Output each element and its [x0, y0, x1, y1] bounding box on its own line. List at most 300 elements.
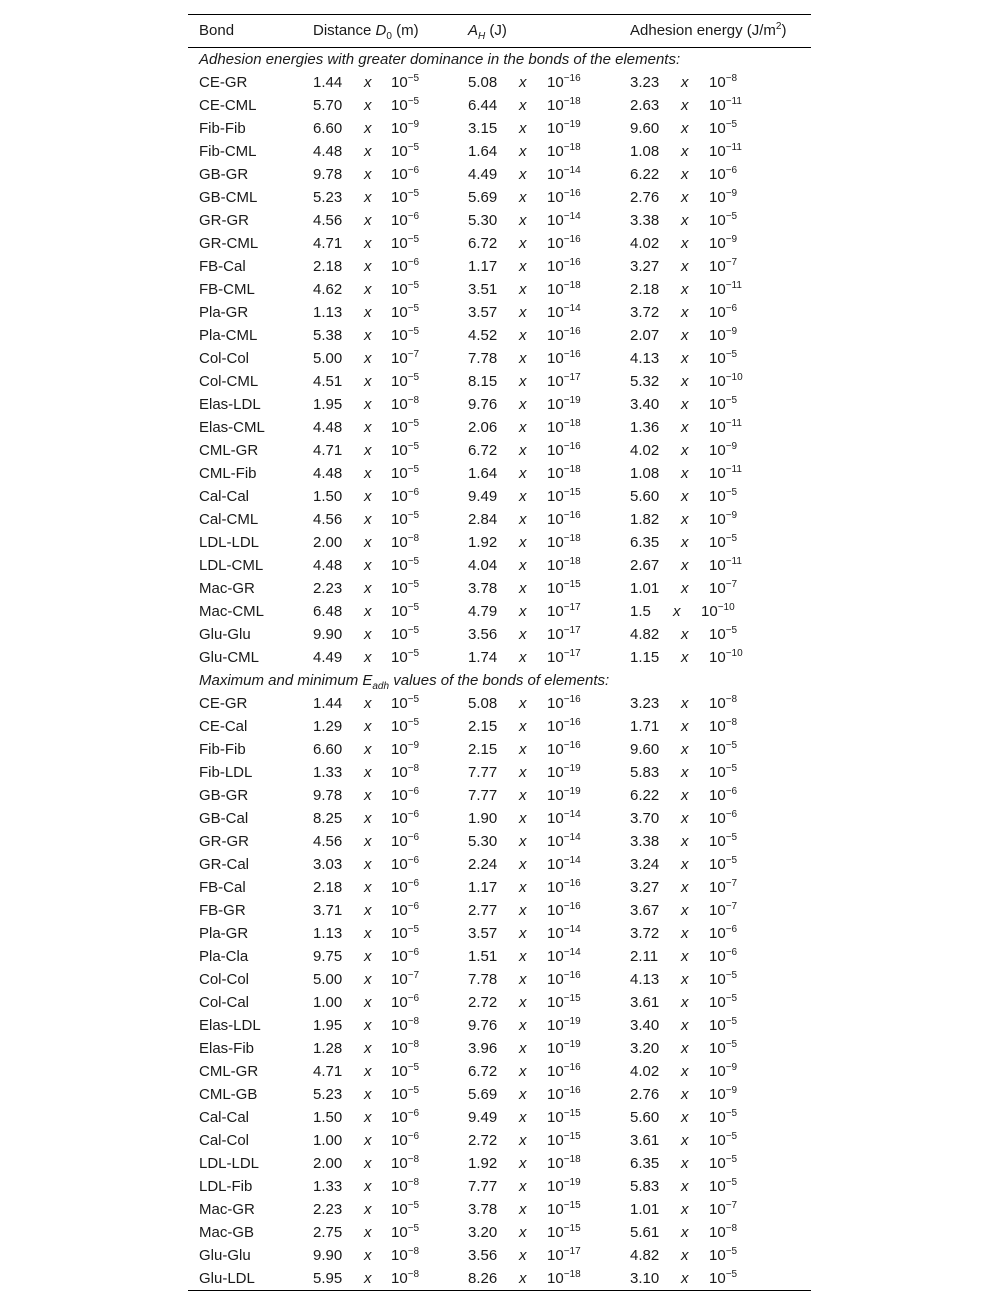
hamaker-times: x [519, 327, 527, 344]
energy-power: $10^{-11}$ [709, 464, 742, 482]
hamaker-mantissa: 1.90 [468, 810, 498, 827]
table-row [188, 1267, 811, 1290]
hamaker-times: x [519, 603, 527, 620]
table-row [188, 807, 811, 830]
energy-times: x [681, 741, 689, 758]
hamaker-mantissa: 8.15 [468, 373, 498, 390]
distance-times: x [364, 1109, 372, 1126]
distance-mantissa: 1.95 [313, 1017, 343, 1034]
energy-times: x [681, 189, 689, 206]
energy-power: $10^{-8}$ [709, 1223, 738, 1241]
hamaker-mantissa: 4.79 [468, 603, 498, 620]
distance-times: x [364, 396, 372, 413]
distance-times: x [364, 580, 372, 597]
energy-times: x [681, 1132, 689, 1149]
hamaker-times: x [519, 166, 527, 183]
bond-cell: Mac-CML [199, 603, 265, 620]
hamaker-power: $10^{-15}$ [547, 1223, 581, 1241]
hamaker-times: x [519, 143, 527, 160]
hamaker-mantissa: 4.04 [468, 557, 498, 574]
bond-cell: LDL-LDL [199, 534, 260, 551]
table-row [188, 1014, 811, 1037]
energy-times: x [681, 419, 689, 436]
distance-mantissa: 9.90 [313, 626, 343, 643]
distance-times: x [364, 948, 372, 965]
distance-times: x [364, 166, 372, 183]
energy-power: $10^{-9}$ [709, 188, 738, 206]
hamaker-times: x [519, 649, 527, 666]
energy-mantissa: 1.01 [630, 1201, 660, 1218]
distance-mantissa: 4.56 [313, 212, 343, 229]
hamaker-times: x [519, 1155, 527, 1172]
hamaker-power: $10^{-18}$ [547, 96, 581, 114]
table-row [188, 945, 811, 968]
hamaker-mantissa: 1.51 [468, 948, 498, 965]
energy-power: $10^{-5}$ [709, 763, 738, 781]
bond-cell: GR-GR [199, 212, 249, 229]
energy-mantissa: 1.71 [630, 718, 660, 735]
distance-mantissa: 5.23 [313, 189, 343, 206]
distance-times: x [364, 465, 372, 482]
hamaker-mantissa: 6.72 [468, 442, 498, 459]
energy-power: $10^{-10}$ [709, 648, 743, 666]
distance-times: x [364, 626, 372, 643]
distance-power: $10^{-6}$ [391, 809, 420, 827]
distance-times: x [364, 557, 372, 574]
hamaker-power: $10^{-16}$ [547, 326, 581, 344]
distance-power: $10^{-6}$ [391, 855, 420, 873]
distance-mantissa: 1.44 [313, 74, 343, 91]
table-row [188, 163, 811, 186]
distance-power: $10^{-6}$ [391, 901, 420, 919]
header-hamaker: $A_H$ (J) [468, 22, 507, 42]
distance-mantissa: 4.62 [313, 281, 343, 298]
hamaker-power: $10^{-16}$ [547, 188, 581, 206]
hamaker-power: $10^{-14}$ [547, 924, 581, 942]
hamaker-times: x [519, 1201, 527, 1218]
bond-cell: Glu-Glu [199, 626, 251, 643]
distance-power: $10^{-5}$ [391, 648, 420, 666]
distance-times: x [364, 1247, 372, 1264]
table-row [188, 899, 811, 922]
distance-mantissa: 5.70 [313, 97, 343, 114]
hamaker-times: x [519, 212, 527, 229]
hamaker-times: x [519, 1224, 527, 1241]
energy-power: $10^{-5}$ [709, 1016, 738, 1034]
distance-power: $10^{-5}$ [391, 418, 420, 436]
distance-mantissa: 4.71 [313, 235, 343, 252]
hamaker-times: x [519, 856, 527, 873]
energy-times: x [681, 764, 689, 781]
distance-times: x [364, 281, 372, 298]
distance-power: $10^{-6}$ [391, 832, 420, 850]
energy-mantissa: 2.67 [630, 557, 660, 574]
distance-power: $10^{-5}$ [391, 625, 420, 643]
distance-mantissa: 5.23 [313, 1086, 343, 1103]
hamaker-power: $10^{-16}$ [547, 740, 581, 758]
energy-times: x [681, 1270, 689, 1287]
hamaker-times: x [519, 465, 527, 482]
distance-mantissa: 1.28 [313, 1040, 343, 1057]
hamaker-power: $10^{-18}$ [547, 1154, 581, 1172]
distance-times: x [364, 1132, 372, 1149]
distance-power: $10^{-5}$ [391, 142, 420, 160]
distance-power: $10^{-6}$ [391, 1131, 420, 1149]
hamaker-mantissa: 1.17 [468, 258, 498, 275]
energy-mantissa: 1.01 [630, 580, 660, 597]
hamaker-mantissa: 1.64 [468, 143, 498, 160]
hamaker-times: x [519, 1063, 527, 1080]
distance-power: $10^{-5}$ [391, 1085, 420, 1103]
distance-mantissa: 9.75 [313, 948, 343, 965]
energy-power: $10^{-5}$ [709, 211, 738, 229]
hamaker-mantissa: 5.30 [468, 833, 498, 850]
energy-power: $10^{-8}$ [709, 73, 738, 91]
hamaker-mantissa: 7.78 [468, 971, 498, 988]
energy-mantissa: 3.38 [630, 212, 660, 229]
table-row [188, 1198, 811, 1221]
distance-times: x [364, 925, 372, 942]
energy-times: x [681, 948, 689, 965]
distance-times: x [364, 787, 372, 804]
distance-mantissa: 2.23 [313, 1201, 343, 1218]
energy-mantissa: 1.5 [630, 603, 651, 620]
hamaker-mantissa: 3.20 [468, 1224, 498, 1241]
energy-times: x [681, 833, 689, 850]
distance-mantissa: 5.38 [313, 327, 343, 344]
energy-power: $10^{-5}$ [709, 740, 738, 758]
hamaker-times: x [519, 557, 527, 574]
hamaker-times: x [519, 994, 527, 1011]
bond-cell: CE-Cal [199, 718, 248, 735]
energy-times: x [681, 1017, 689, 1034]
header-bond: Bond [199, 22, 235, 39]
hamaker-mantissa: 1.74 [468, 649, 498, 666]
bond-cell: Cal-Cal [199, 488, 250, 505]
energy-times: x [681, 258, 689, 275]
hamaker-power: $10^{-14}$ [547, 165, 581, 183]
hamaker-power: $10^{-19}$ [547, 786, 581, 804]
distance-mantissa: 1.44 [313, 695, 343, 712]
energy-mantissa: 9.60 [630, 120, 660, 137]
distance-times: x [364, 419, 372, 436]
distance-mantissa: 5.95 [313, 1270, 343, 1287]
bond-cell: LDL-CML [199, 557, 264, 574]
distance-power: $10^{-6}$ [391, 786, 420, 804]
energy-times: x [681, 465, 689, 482]
distance-power: $10^{-5}$ [391, 280, 420, 298]
table-row [188, 623, 811, 646]
energy-mantissa: 3.70 [630, 810, 660, 827]
hamaker-mantissa: 3.78 [468, 1201, 498, 1218]
energy-power: $10^{-5}$ [709, 487, 738, 505]
hamaker-power: $10^{-17}$ [547, 602, 581, 620]
hamaker-times: x [519, 879, 527, 896]
table-row [188, 991, 811, 1014]
hamaker-power: $10^{-15}$ [547, 1200, 581, 1218]
hamaker-times: x [519, 718, 527, 735]
distance-power: $10^{-7}$ [391, 349, 420, 367]
distance-times: x [364, 718, 372, 735]
bond-cell: Mac-GR [199, 1201, 255, 1218]
distance-power: $10^{-8}$ [391, 763, 420, 781]
bond-cell: Pla-GR [199, 304, 249, 321]
table-row [188, 232, 811, 255]
energy-mantissa: 5.61 [630, 1224, 660, 1241]
hamaker-mantissa: 7.77 [468, 787, 498, 804]
distance-times: x [364, 442, 372, 459]
energy-power: $10^{-5}$ [709, 1131, 738, 1149]
hamaker-power: $10^{-17}$ [547, 372, 581, 390]
hamaker-power: $10^{-16}$ [547, 694, 581, 712]
energy-mantissa: 3.61 [630, 1132, 660, 1149]
distance-power: $10^{-5}$ [391, 1062, 420, 1080]
hamaker-times: x [519, 304, 527, 321]
hamaker-times: x [519, 419, 527, 436]
hamaker-times: x [519, 442, 527, 459]
hamaker-power: $10^{-16}$ [547, 349, 581, 367]
bond-cell: Col-Col [199, 350, 250, 367]
hamaker-power: $10^{-16}$ [547, 1062, 581, 1080]
energy-power: $10^{-10}$ [701, 602, 735, 620]
energy-power: $10^{-9}$ [709, 441, 738, 459]
hamaker-power: $10^{-15}$ [547, 1131, 581, 1149]
distance-mantissa: 6.60 [313, 120, 343, 137]
energy-power: $10^{-9}$ [709, 326, 738, 344]
energy-mantissa: 3.72 [630, 304, 660, 321]
energy-power: $10^{-5}$ [709, 1039, 738, 1057]
energy-power: $10^{-5}$ [709, 395, 738, 413]
bond-cell: FB-GR [199, 902, 246, 919]
bond-cell: Pla-GR [199, 925, 249, 942]
distance-power: $10^{-8}$ [391, 1039, 420, 1057]
hamaker-power: $10^{-18}$ [547, 464, 581, 482]
energy-times: x [681, 304, 689, 321]
energy-times: x [681, 810, 689, 827]
distance-power: $10^{-6}$ [391, 993, 420, 1011]
energy-times: x [681, 281, 689, 298]
bond-cell: FB-Cal [199, 879, 246, 896]
hamaker-power: $10^{-14}$ [547, 303, 581, 321]
hamaker-times: x [519, 350, 527, 367]
hamaker-mantissa: 5.69 [468, 1086, 498, 1103]
hamaker-mantissa: 7.77 [468, 1178, 498, 1195]
hamaker-mantissa: 1.92 [468, 534, 498, 551]
hamaker-power: $10^{-16}$ [547, 717, 581, 735]
hamaker-times: x [519, 1178, 527, 1195]
distance-mantissa: 3.71 [313, 902, 343, 919]
distance-times: x [364, 1201, 372, 1218]
table-row [188, 508, 811, 531]
energy-times: x [681, 511, 689, 528]
hamaker-mantissa: 3.51 [468, 281, 498, 298]
energy-times: x [681, 1086, 689, 1103]
hamaker-times: x [519, 1086, 527, 1103]
table-row [188, 784, 811, 807]
energy-mantissa: 1.15 [630, 649, 660, 666]
energy-times: x [681, 1224, 689, 1241]
energy-power: $10^{-7}$ [709, 579, 738, 597]
table-row [188, 876, 811, 899]
distance-power: $10^{-8}$ [391, 1016, 420, 1034]
hamaker-mantissa: 3.57 [468, 304, 498, 321]
table-row [188, 186, 811, 209]
hamaker-mantissa: 4.49 [468, 166, 498, 183]
distance-times: x [364, 97, 372, 114]
distance-power: $10^{-6}$ [391, 487, 420, 505]
section-2-title: Maximum and minimum $E_{adh}$ values of the bonds of elements: [199, 672, 610, 692]
distance-times: x [364, 235, 372, 252]
bond-cell: Elas-LDL [199, 1017, 261, 1034]
hamaker-mantissa: 1.92 [468, 1155, 498, 1172]
energy-mantissa: 5.60 [630, 488, 660, 505]
hamaker-times: x [519, 787, 527, 804]
table-row [188, 1152, 811, 1175]
energy-power: $10^{-8}$ [709, 717, 738, 735]
energy-mantissa: 2.76 [630, 1086, 660, 1103]
hamaker-mantissa: 3.56 [468, 626, 498, 643]
table-row [188, 393, 811, 416]
distance-times: x [364, 1224, 372, 1241]
energy-times: x [681, 925, 689, 942]
distance-power: $10^{-5}$ [391, 1200, 420, 1218]
distance-times: x [364, 1270, 372, 1287]
bond-cell: CE-GR [199, 74, 248, 91]
hamaker-mantissa: 6.44 [468, 97, 498, 114]
energy-power: $10^{-6}$ [709, 165, 738, 183]
table-row [188, 830, 811, 853]
distance-mantissa: 1.95 [313, 396, 343, 413]
energy-mantissa: 5.83 [630, 1178, 660, 1195]
energy-power: $10^{-6}$ [709, 809, 738, 827]
hamaker-times: x [519, 810, 527, 827]
hamaker-power: $10^{-14}$ [547, 809, 581, 827]
distance-power: $10^{-6}$ [391, 947, 420, 965]
hamaker-times: x [519, 764, 527, 781]
bond-cell: FB-CML [199, 281, 255, 298]
energy-power: $10^{-5}$ [709, 349, 738, 367]
energy-mantissa: 3.20 [630, 1040, 660, 1057]
bond-cell: Glu-Glu [199, 1247, 251, 1264]
distance-power: $10^{-5}$ [391, 441, 420, 459]
table-row [188, 577, 811, 600]
energy-power: $10^{-5}$ [709, 832, 738, 850]
section-1-rows [188, 71, 811, 669]
bond-cell: LDL-LDL [199, 1155, 260, 1172]
distance-times: x [364, 373, 372, 390]
bond-cell: GB-CML [199, 189, 258, 206]
hamaker-power: $10^{-16}$ [547, 970, 581, 988]
energy-times: x [681, 350, 689, 367]
hamaker-times: x [519, 511, 527, 528]
bond-cell: FB-Cal [199, 258, 246, 275]
hamaker-times: x [519, 695, 527, 712]
hamaker-mantissa: 2.72 [468, 1132, 498, 1149]
hamaker-mantissa: 9.76 [468, 1017, 498, 1034]
hamaker-times: x [519, 626, 527, 643]
energy-mantissa: 3.40 [630, 396, 660, 413]
table-row [188, 1175, 811, 1198]
hamaker-mantissa: 6.72 [468, 235, 498, 252]
energy-power: $10^{-7}$ [709, 257, 738, 275]
distance-times: x [364, 856, 372, 873]
hamaker-power: $10^{-18}$ [547, 1269, 581, 1287]
hamaker-power: $10^{-19}$ [547, 763, 581, 781]
distance-times: x [364, 741, 372, 758]
energy-mantissa: 6.22 [630, 166, 660, 183]
energy-mantissa: 3.10 [630, 1270, 660, 1287]
energy-times: x [681, 856, 689, 873]
energy-mantissa: 1.36 [630, 419, 660, 436]
bond-cell: Glu-LDL [199, 1270, 255, 1287]
hamaker-times: x [519, 1040, 527, 1057]
distance-times: x [364, 212, 372, 229]
adhesion-energy-table [188, 14, 811, 1291]
hamaker-mantissa: 5.30 [468, 212, 498, 229]
distance-power: $10^{-5}$ [391, 73, 420, 91]
energy-mantissa: 3.40 [630, 1017, 660, 1034]
energy-times: x [681, 534, 689, 551]
bond-cell: CML-GR [199, 1063, 259, 1080]
energy-times: x [681, 120, 689, 137]
energy-mantissa: 3.27 [630, 879, 660, 896]
distance-power: $10^{-6}$ [391, 1108, 420, 1126]
distance-times: x [364, 695, 372, 712]
distance-mantissa: 5.00 [313, 971, 343, 988]
energy-times: x [673, 603, 681, 620]
distance-mantissa: 1.50 [313, 488, 343, 505]
table-row [188, 554, 811, 577]
energy-mantissa: 5.32 [630, 373, 660, 390]
energy-mantissa: 3.38 [630, 833, 660, 850]
hamaker-mantissa: 3.78 [468, 580, 498, 597]
hamaker-mantissa: 3.15 [468, 120, 498, 137]
distance-times: x [364, 74, 372, 91]
energy-power: $10^{-6}$ [709, 786, 738, 804]
hamaker-power: $10^{-15}$ [547, 993, 581, 1011]
hamaker-power: $10^{-19}$ [547, 1177, 581, 1195]
distance-times: x [364, 879, 372, 896]
energy-times: x [681, 1178, 689, 1195]
energy-mantissa: 4.82 [630, 1247, 660, 1264]
distance-times: x [364, 304, 372, 321]
energy-power: $10^{-11}$ [709, 96, 742, 114]
hamaker-power: $10^{-17}$ [547, 648, 581, 666]
energy-power: $10^{-5}$ [709, 119, 738, 137]
distance-times: x [364, 833, 372, 850]
energy-mantissa: 3.61 [630, 994, 660, 1011]
bottom-rule [188, 1290, 811, 1291]
distance-power: $10^{-5}$ [391, 602, 420, 620]
hamaker-mantissa: 2.24 [468, 856, 498, 873]
distance-power: $10^{-5}$ [391, 579, 420, 597]
hamaker-power: $10^{-14}$ [547, 211, 581, 229]
distance-mantissa: 6.60 [313, 741, 343, 758]
distance-power: $10^{-9}$ [391, 119, 420, 137]
distance-power: $10^{-5}$ [391, 372, 420, 390]
bond-cell: Col-Col [199, 971, 250, 988]
energy-power: $10^{-6}$ [709, 947, 738, 965]
distance-power: $10^{-7}$ [391, 970, 420, 988]
energy-times: x [681, 879, 689, 896]
hamaker-mantissa: 9.76 [468, 396, 498, 413]
energy-power: $10^{-8}$ [709, 694, 738, 712]
section-2-rows [188, 692, 811, 1290]
table-row [188, 853, 811, 876]
distance-mantissa: 9.90 [313, 1247, 343, 1264]
table-row [188, 485, 811, 508]
hamaker-times: x [519, 1247, 527, 1264]
